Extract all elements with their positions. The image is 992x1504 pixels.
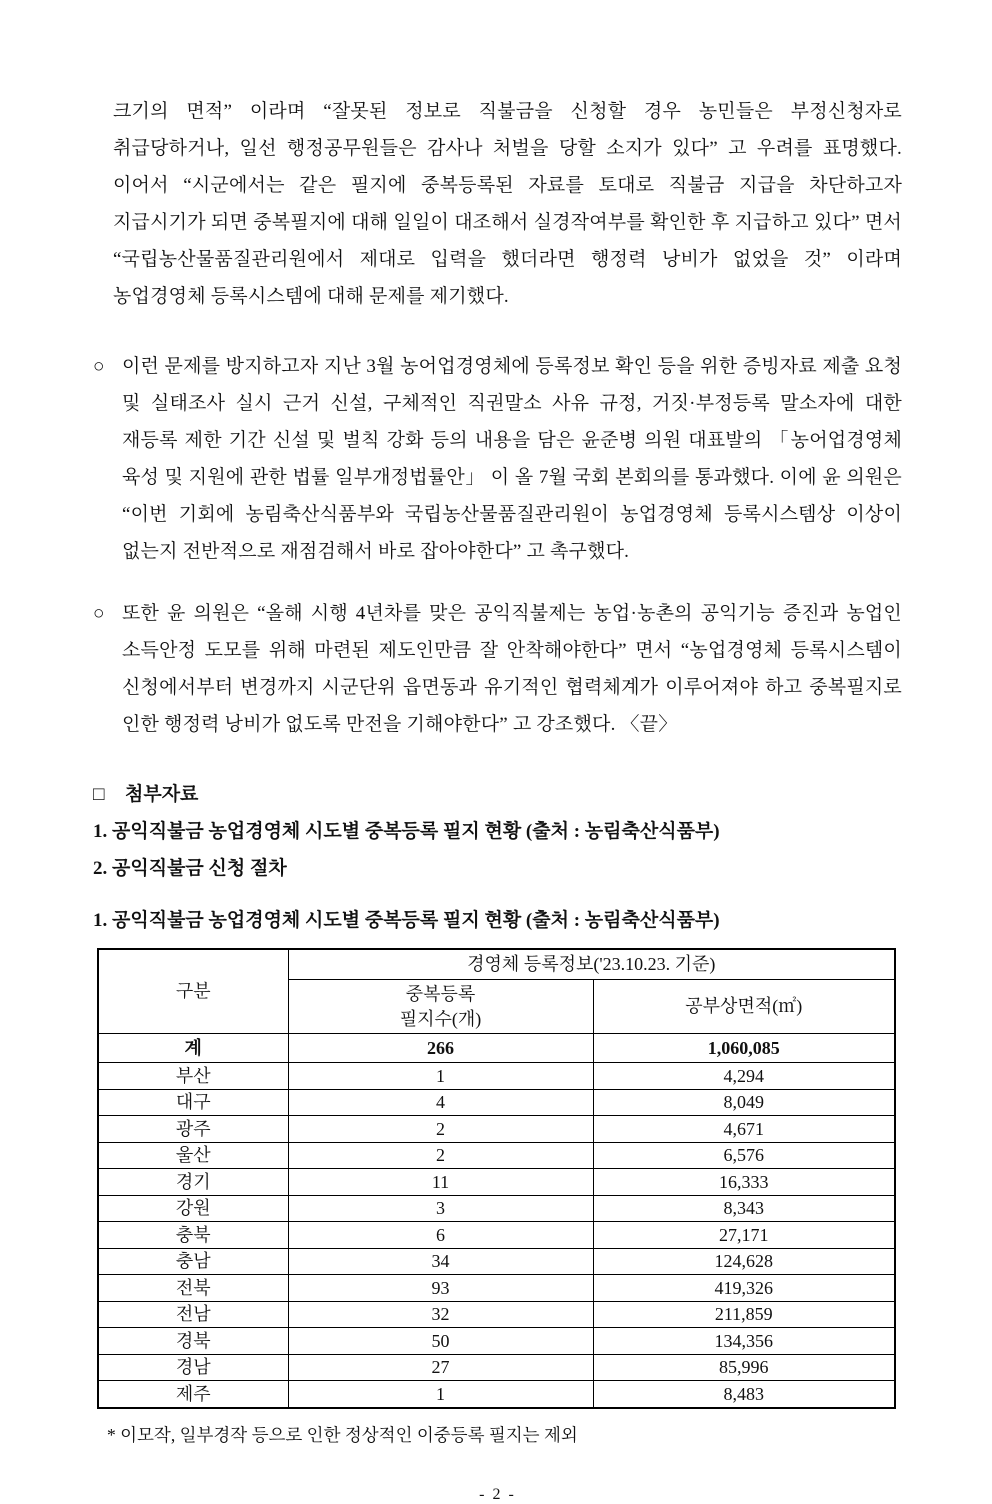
count-cell: 2 (288, 1142, 593, 1169)
count-cell: 11 (288, 1169, 593, 1196)
table-row (98, 1275, 895, 1302)
table-total-row (98, 1034, 895, 1063)
count-cell: 6 (288, 1222, 593, 1249)
count-cell: 1 (288, 1063, 593, 1090)
area-cell: 211,859 (593, 1301, 895, 1328)
header-registration-info: 경영체 등록정보('23.10.23. 기준) (288, 949, 895, 980)
table-row (98, 1195, 895, 1222)
paragraph-text: 이런 문제를 방지하고자 지난 3월 농어업경영체에 등록정보 확인 등을 위한 증빙자료 제출 요청 및 실태조사 실시 근거 신설, 구체적인 직권말소 사유 규정, 거짓·부정등록 말소자에 대한 재등록 제한 기간 신설 및 벌칙 강화 등의 내용을 담은 윤준병 의원 대표발의 「농어업경영체 육성 및 지원에 관한 법률 일부개정법률안」 이 올 7월 국회 본회의를 통과했다. 이에 윤 의원은 “이번 기회에 농림축산식품부와 국립농산물품질관리원이 농업경영체 등록시스템상 이상이 없는지 전반적으로 재점검해서 바로 잡아야한다” 고 촉구했다. (122, 356, 902, 562)
count-cell: 34 (288, 1248, 593, 1275)
table-row (98, 1381, 895, 1408)
attachments-heading (93, 776, 902, 813)
attachments-heading-label: 첨부자료 (125, 784, 199, 805)
header-gubun: 구분 (98, 949, 288, 1034)
bullet-paragraph-2 (93, 595, 902, 743)
header-duplicate-count-line2: 필지수(개) (399, 1008, 482, 1029)
region-cell: 전남 (98, 1301, 288, 1328)
bullet-paragraph-1 (93, 348, 902, 570)
table-row (98, 1089, 895, 1116)
region-cell: 부산 (98, 1063, 288, 1090)
region-cell: 광주 (98, 1116, 288, 1143)
table-row (98, 1142, 895, 1169)
table-title: 1. 공익직불금 농업경영체 시도별 중복등록 필지 현황 (출처 : 농림축산식품부) (93, 910, 720, 931)
region-cell: 경남 (98, 1354, 288, 1381)
table-row (98, 1169, 895, 1196)
region-cell: 경기 (98, 1169, 288, 1196)
region-cell: 경북 (98, 1328, 288, 1355)
total-area-cell: 1,060,085 (593, 1034, 895, 1063)
area-cell: 419,326 (593, 1275, 895, 1302)
count-cell: 93 (288, 1275, 593, 1302)
region-cell: 전북 (98, 1275, 288, 1302)
count-cell: 1 (288, 1381, 593, 1408)
area-cell: 8,343 (593, 1195, 895, 1222)
table-row (98, 1222, 895, 1249)
table-row (98, 1063, 895, 1090)
total-region-cell: 계 (98, 1034, 288, 1063)
area-cell: 8,483 (593, 1381, 895, 1408)
header-area: 공부상면적(㎡) (593, 980, 895, 1034)
area-cell: 124,628 (593, 1248, 895, 1275)
region-cell: 대구 (98, 1089, 288, 1116)
region-cell: 제주 (98, 1381, 288, 1408)
count-cell: 2 (288, 1116, 593, 1143)
count-cell: 50 (288, 1328, 593, 1355)
total-count-cell: 266 (288, 1034, 593, 1063)
area-cell: 134,356 (593, 1328, 895, 1355)
attachment-item-2: 2. 공익직불금 신청 절차 (93, 858, 287, 879)
area-cell: 6,576 (593, 1142, 895, 1169)
attachment-item-1: 1. 공익직불금 농업경영체 시도별 중복등록 필지 현황 (출처 : 농림축산식품부) (93, 821, 720, 842)
area-cell: 27,171 (593, 1222, 895, 1249)
table-row (98, 1328, 895, 1355)
paragraph-continuation: 크기의 면적” 이라며 “잘못된 정보로 직불금을 신청할 경우 농민들은 부정신청자로 취급당하거나, 일선 행정공무원들은 감사나 처벌을 당할 소지가 있다” 고 우려를 표명했다. 이어서 “시군에서는 같은 필지에 중복등록된 자료를 토대로 직불금 지급을 차단하고자 지급시기가 되면 중복필지에 대해 일일이 대조해서 실경작여부를 확인한 후 지급하고 있다” 면서 “국립농산물품질관리원에서 제대로 입력을 했더라면 행정력 낭비가 없었을 것” 이라며 농업경영체 등록시스템에 대해 문제를 제기했다. (113, 101, 902, 307)
circle-bullet-icon: ○ (93, 356, 105, 377)
region-cell: 울산 (98, 1142, 288, 1169)
count-cell: 4 (288, 1089, 593, 1116)
checkbox-square-icon: □ (93, 784, 105, 805)
area-cell: 4,671 (593, 1116, 895, 1143)
region-cell: 충남 (98, 1248, 288, 1275)
paragraph-text: 또한 윤 의원은 “올해 시행 4년차를 맞은 공익직불제는 농업·농촌의 공익기능 증진과 농업인 소득안정 도모를 위해 마련된 제도인만큼 잘 안착해야한다” 면서 “농업경영체 등록시스템이 신청에서부터 변경까지 시군단위 읍면동과 유기적인 협력체계가 이루어져야 하고 중복필지로 인한 행정력 낭비가 없도록 만전을 기해야한다” 고 강조했다. 〈끝〉 (122, 603, 902, 735)
table-row (98, 1354, 895, 1381)
count-cell: 3 (288, 1195, 593, 1222)
count-cell: 32 (288, 1301, 593, 1328)
header-duplicate-count (288, 980, 593, 1034)
count-cell: 27 (288, 1354, 593, 1381)
table-row (98, 1116, 895, 1143)
circle-bullet-icon: ○ (93, 603, 105, 624)
table-row (98, 1248, 895, 1275)
duplicate-registration-table (97, 948, 896, 1409)
area-cell: 4,294 (593, 1063, 895, 1090)
table-footnote: * 이모작, 일부경작 등으로 인한 정상적인 이중등록 필지는 제외 (107, 1424, 578, 1445)
header-duplicate-count-line1: 중복등록 (405, 984, 476, 1005)
region-cell: 충북 (98, 1222, 288, 1249)
region-cell: 강원 (98, 1195, 288, 1222)
area-cell: 8,049 (593, 1089, 895, 1116)
area-cell: 85,996 (593, 1354, 895, 1381)
table-header-row-1 (98, 949, 895, 980)
area-cell: 16,333 (593, 1169, 895, 1196)
page-number: - 2 - (479, 1485, 516, 1503)
table-row (98, 1301, 895, 1328)
